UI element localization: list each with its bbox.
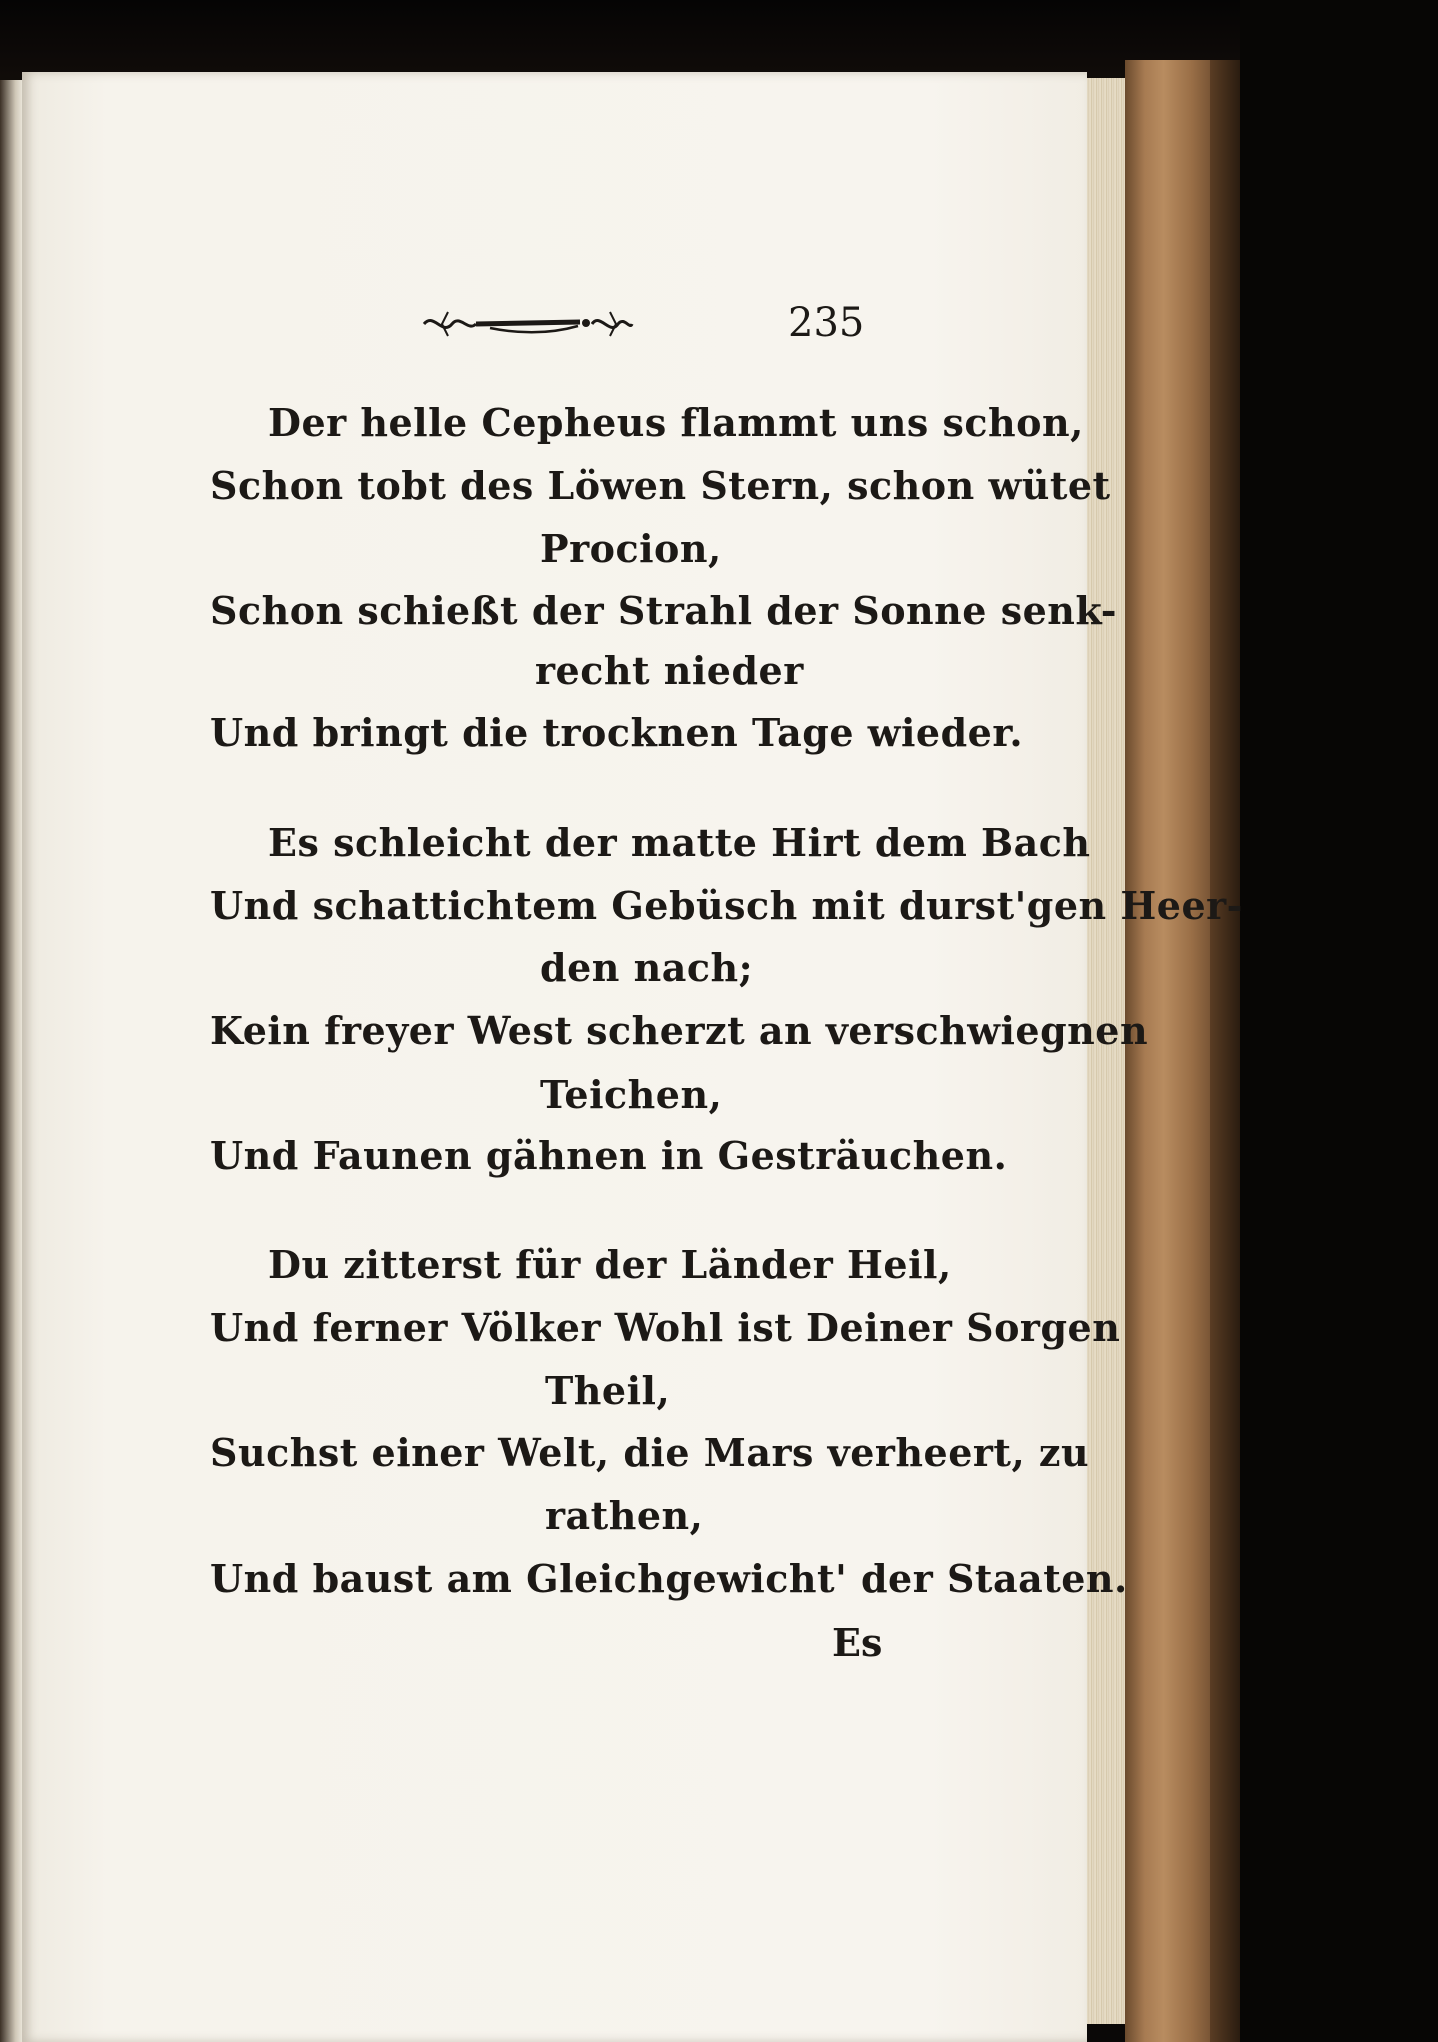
book-page (22, 72, 1090, 2042)
poem-line: Schon schießt der Strahl der Sonne senk- (210, 588, 1117, 633)
cover-edge (1210, 60, 1240, 2042)
poem-line: Und bringt die trocknen Tage wieder. (210, 710, 1024, 755)
poem-line: Es schleicht der matte Hirt dem Bach (268, 820, 1091, 865)
poem-line-continuation: recht nieder (535, 648, 804, 693)
poem-line-continuation: Procion, (540, 526, 722, 571)
poem-line: Und baust am Gleichgewicht' der Staaten. (210, 1556, 1128, 1601)
poem-line: Und ferner Völker Wohl ist Deiner Sorgen (210, 1305, 1121, 1350)
page-number: 235 (788, 300, 865, 346)
poem-line-continuation: Teichen, (540, 1072, 723, 1117)
poem-line-continuation: rathen, (545, 1493, 704, 1538)
poem-line: Suchst einer Welt, die Mars verheert, zu (210, 1430, 1090, 1475)
poem-line: Kein freyer West scherzt an verschwiegnen (210, 1008, 1149, 1053)
poem-line: Der helle Cepheus flammt uns schon, (268, 400, 1084, 445)
poem-line: Du zitterst für der Länder Heil, (268, 1242, 952, 1287)
poem-line: Und Faunen gähnen in Gesträuchen. (210, 1133, 1008, 1178)
poem-line-continuation: Theil, (545, 1368, 671, 1413)
poem-line-continuation: den nach; (540, 945, 754, 990)
background-right (1240, 0, 1438, 2042)
poem-line: Und schattichtem Gebüsch mit durst'gen Heer- (210, 883, 1243, 928)
previous-page-edge (0, 80, 22, 2042)
catchword: Es (832, 1620, 883, 1665)
poem-line: Schon tobt des Löwen Stern, schon wütet (210, 463, 1111, 508)
flourish-ornament-icon (420, 304, 635, 344)
